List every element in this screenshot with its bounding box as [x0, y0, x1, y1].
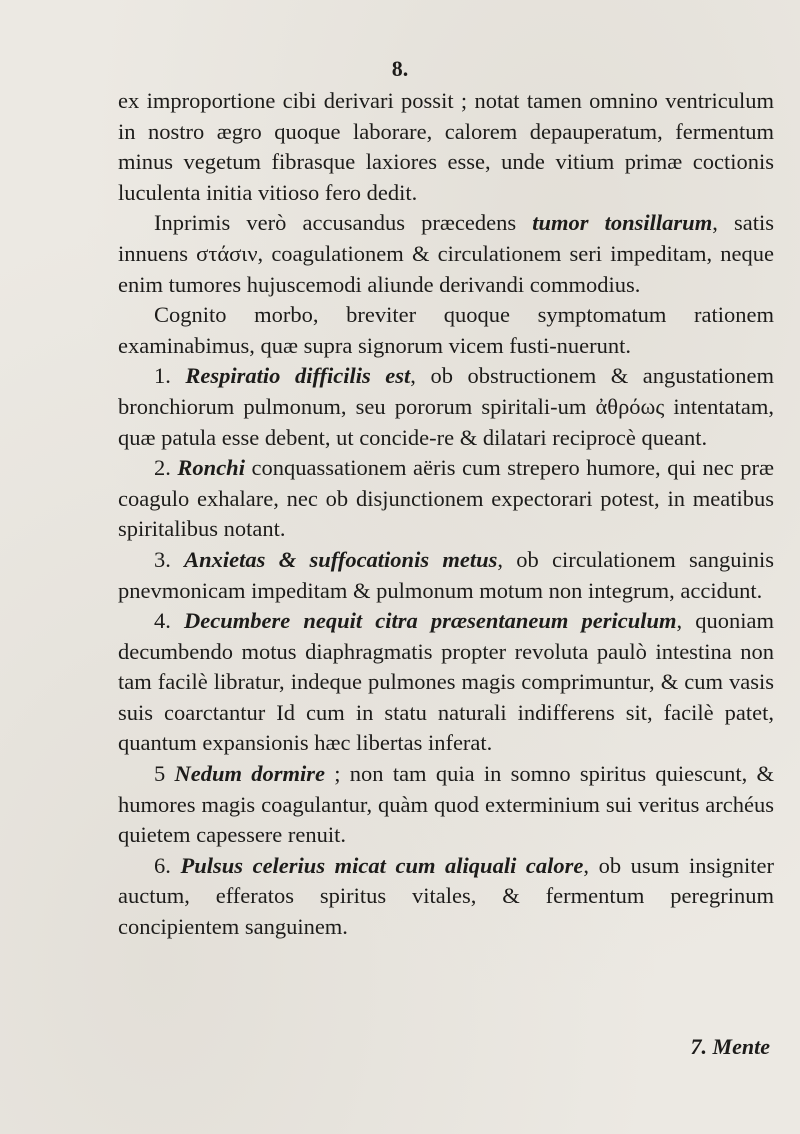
paragraph: [118, 851, 774, 943]
paragraph: [118, 86, 774, 208]
paragraph: [118, 300, 774, 361]
italic-run: Ronchi: [177, 455, 245, 481]
text-run: 1.: [154, 363, 186, 389]
paragraph: [118, 606, 774, 759]
catchword: 7. Mente: [690, 1034, 770, 1059]
paragraph: [118, 545, 774, 606]
italic-run: Respiratio difficilis est: [185, 363, 411, 389]
italic-run: Decumbere nequit citra præsentaneum periculum: [184, 608, 677, 634]
italic-run: Pulsus celerius micat cum aliquali calore: [180, 852, 584, 878]
text-run: Cognito morbo, breviter quoque symptomatum rationem examinabimus, quæ supra signorum vicem fusti-nuerunt.: [118, 302, 774, 358]
italic-run: tumor tonsillarum: [532, 210, 713, 236]
paragraph: [118, 759, 774, 851]
text-run: , satis innuens στάσιν, coagulationem & circulationem seri impeditam, neque enim tumores hujuscemodi aliunde derivandi commodius.: [118, 210, 774, 297]
text-run: , ob obstructionem & angustationem bronchiorum pulmonum, seu pororum spiritali-um ἀθρόως intentatam, quæ patula esse debent, ut concide-re & dilatari reciprocè queant.: [118, 363, 774, 450]
text-run: ; non tam quia in somno spiritus quiescunt, & humores magis coagulantur, quàm quod exterminium sui veritus archéus quietem capessere renuit.: [118, 761, 774, 848]
italic-run: Nedum dormire: [174, 761, 326, 787]
paragraph: [118, 208, 774, 300]
text-run: 3.: [154, 546, 185, 572]
paragraph: [118, 361, 774, 453]
text-body: [118, 86, 774, 943]
page-number: 8.: [391, 56, 409, 81]
paragraph: [118, 453, 774, 545]
text-run: 5: [154, 761, 175, 787]
text-run: Inprimis verò accusandus præcedens: [154, 210, 533, 236]
text-run: 6.: [154, 852, 181, 878]
text-run: ex improportione cibi derivari possit ; notat tamen omnino ventriculum in nostro ægro quoque laborare, calorem depauperatum, fermentum minus vegetum fibrasque laxiores esse, unde vitium primæ coctionis luculenta initia vitioso fero dedit.: [118, 88, 774, 205]
text-run: 2.: [154, 455, 178, 481]
text-run: conquassationem aëris cum strepero humore, qui nec præ coagulo exhalare, nec ob disjunctionem expectorari potest, in meatibus spiritalibus notant.: [118, 455, 775, 542]
text-run: , ob circulationem sanguinis pnevmonicam impeditam & pulmonum motum non integrum, accidunt.: [118, 546, 774, 603]
text-run: , ob usum insigniter auctum, efferatos spiritus vitales, & fermentum peregrinum concipientem sanguinem.: [118, 852, 775, 940]
text-run: , quoniam decumbendo motus diaphragmatis propter revoluta paulò intestina non tam facilè libratur, indeque pulmones magis comprimuntur, & cum vasis suis coarctantur Id cum in statu naturali indifferens sit, facilè patet, quantum expansionis hæc libertas inferat.: [118, 608, 775, 756]
text-run: 4.: [154, 608, 184, 634]
italic-run: Anxietas & suffocationis metus: [184, 546, 498, 572]
